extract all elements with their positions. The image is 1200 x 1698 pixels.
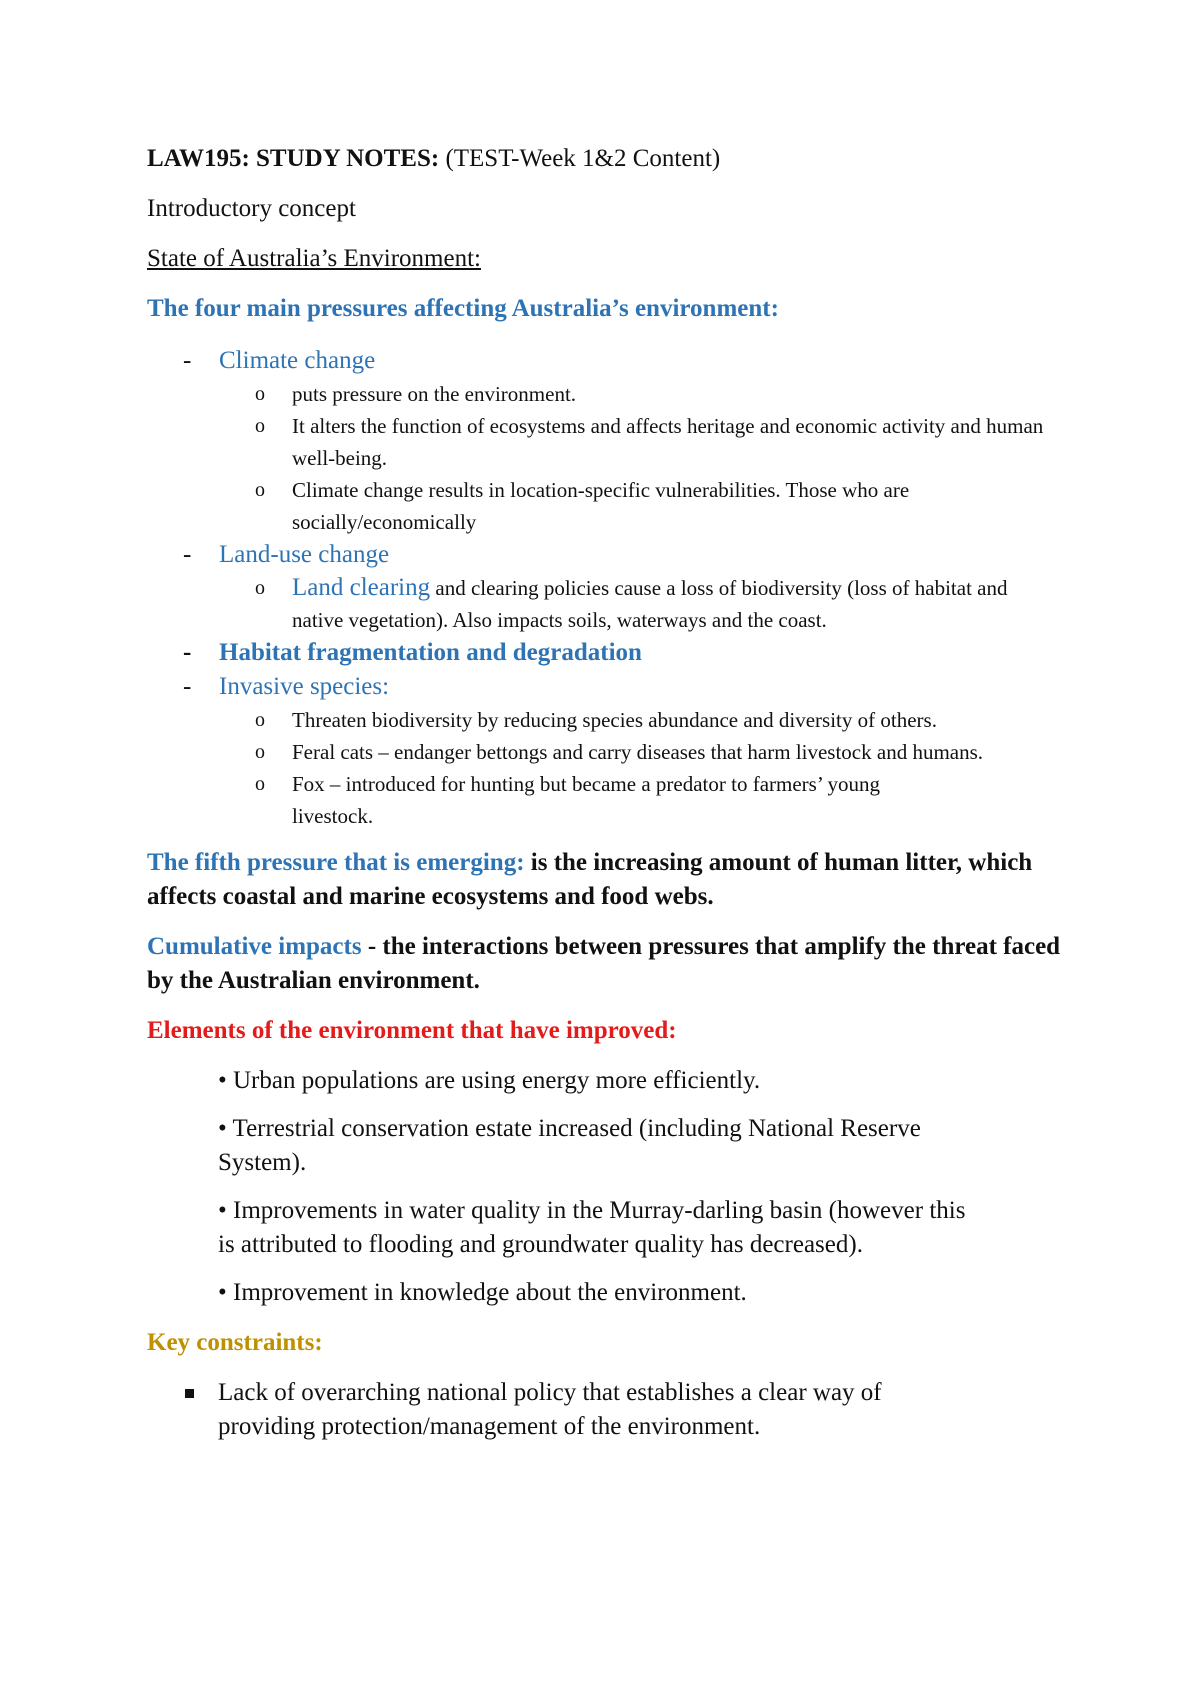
sub-marker: o	[255, 383, 265, 405]
pressure-label: Climate change	[219, 347, 376, 374]
pressure-habitat	[147, 636, 1077, 670]
sub-marker: o	[255, 741, 265, 763]
sub-marker: o	[255, 577, 265, 599]
constraint-text: Lack of overarching national policy that establishes a clear way of providing protection/management of the environment.	[218, 1379, 882, 1440]
dash-marker: -	[183, 673, 192, 700]
title-bold: LAW195: STUDY NOTES:	[147, 145, 440, 172]
point-text: Feral cats – endanger bettongs and carry diseases that harm livestock and humans.	[292, 740, 984, 764]
list-item	[147, 410, 1077, 474]
cumulative-text: - the interactions between pressures that amplify the threat faced by the Australian environment.	[147, 933, 1061, 994]
list-item	[147, 474, 1077, 538]
constraint-item	[147, 1376, 1077, 1444]
climate-points	[147, 378, 1077, 538]
invasive-points	[147, 704, 1077, 832]
sub-marker: o	[255, 709, 265, 731]
dash-marker: -	[183, 639, 192, 666]
square-bullet-icon	[185, 1389, 194, 1398]
list-item	[147, 736, 1077, 768]
point-text: Fox – introduced for hunting but became a predator to farmers’ young livestock.	[292, 772, 881, 828]
sub-marker: o	[255, 415, 265, 437]
land-use-points	[147, 572, 1077, 636]
dash-marker: -	[183, 541, 192, 568]
document-title	[147, 142, 1077, 176]
title-rest: (TEST-Week 1&2 Content)	[439, 145, 721, 172]
constraints-heading: Key constraints:	[147, 1329, 323, 1356]
pressure-invasive-species	[147, 670, 1077, 704]
pressures-heading: The four main pressures affecting Australia’s environment:	[147, 295, 779, 322]
intro-line: Introductory concept	[147, 195, 356, 222]
pressure-label: Land-use change	[219, 541, 390, 568]
improved-item: • Urban populations are using energy more efficiently.	[218, 1067, 761, 1094]
pressure-climate-change	[147, 344, 1077, 378]
point-text: puts pressure on the environment.	[292, 382, 577, 406]
list-item	[147, 704, 1077, 736]
point-text: Climate change results in location-specific vulnerabilities. Those who are socially/economically	[292, 478, 910, 534]
fifth-pressure-label: The fifth pressure that is emerging:	[147, 849, 525, 876]
point-text: Threaten biodiversity by reducing species abundance and diversity of others.	[292, 708, 937, 732]
dash-marker: -	[183, 347, 192, 374]
state-heading: State of Australia’s Environment:	[147, 245, 481, 272]
cumulative-label: Cumulative impacts	[147, 933, 362, 960]
list-item	[147, 378, 1077, 410]
pressure-land-use-change	[147, 538, 1077, 572]
list-item	[147, 768, 1077, 832]
sub-marker: o	[255, 479, 265, 501]
cumulative-impacts	[147, 930, 1077, 998]
point-text: and clearing policies cause a loss of biodiversity (loss of habitat and native vegetation). Also impacts soils, waterways and the coast.	[292, 576, 1008, 632]
improved-heading: Elements of the environment that have improved:	[147, 1017, 677, 1044]
fifth-pressure-text: is the increasing amount of human litter, which affects coastal and marine ecosystems and food webs.	[147, 849, 1033, 910]
list-item	[147, 572, 1077, 636]
point-text: It alters the function of ecosystems and affects heritage and economic activity and human well-being.	[292, 414, 1044, 470]
land-clearing-label: Land clearing	[292, 574, 431, 601]
pressure-label: Habitat fragmentation and degradation	[219, 639, 642, 666]
improved-item: • Improvement in knowledge about the environment.	[218, 1279, 747, 1306]
fifth-pressure	[147, 846, 1077, 914]
pressure-label: Invasive species:	[219, 673, 390, 700]
improved-item: • Improvements in water quality in the Murray-darling basin (however this is attributed to flooding and groundwater quality has decreased).	[218, 1197, 966, 1258]
document-page	[147, 142, 1077, 1444]
sub-marker: o	[255, 773, 265, 795]
improved-item: • Terrestrial conservation estate increased (including National Reserve System).	[218, 1115, 921, 1176]
